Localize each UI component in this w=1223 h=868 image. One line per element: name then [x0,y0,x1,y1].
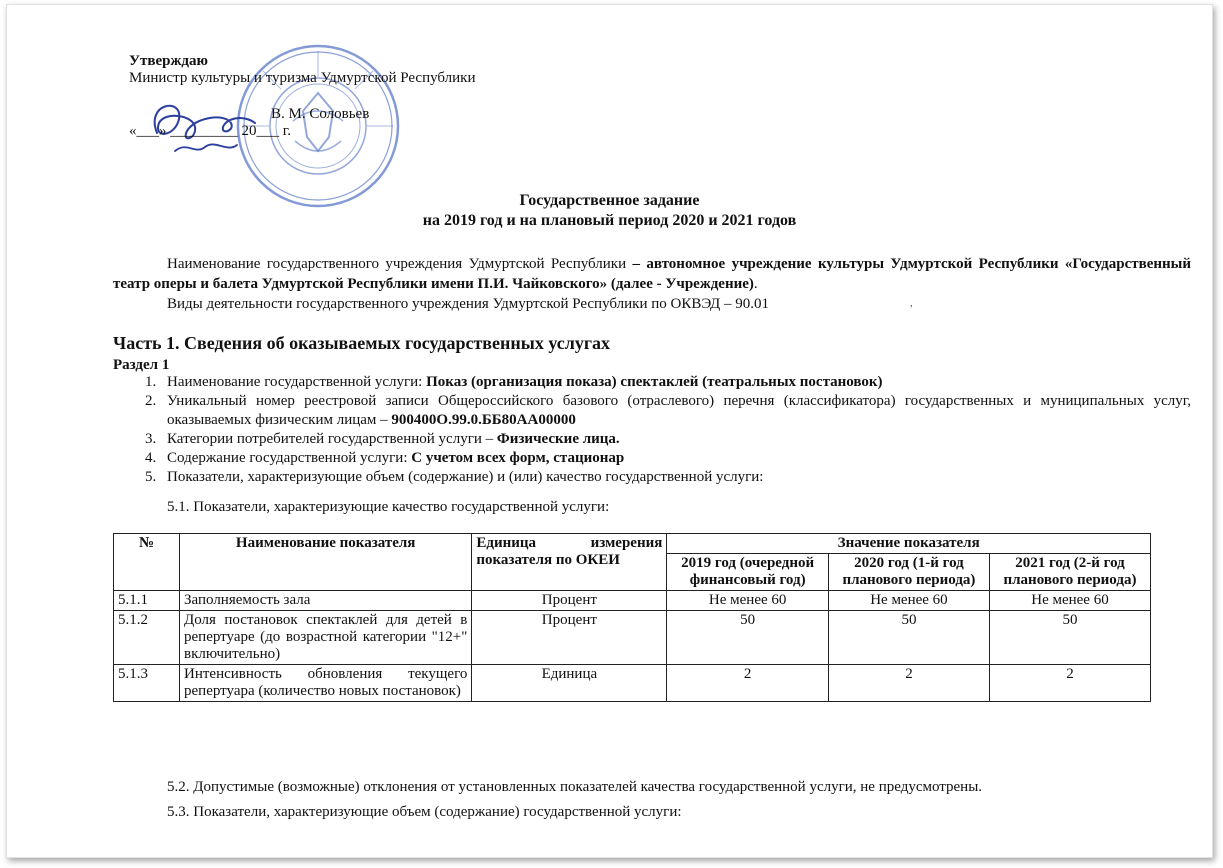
header-year-2021: 2021 год (2-й год планового периода) [989,554,1150,591]
cell-value: 2 [828,665,989,702]
list-item [113,392,1191,430]
document-title: Государственное задание [519,192,700,209]
list-item [113,468,1191,487]
quality-indicators-table [113,533,1151,702]
cell-value: 50 [667,611,829,665]
approval-name: В. М. Соловьев [271,106,370,122]
subsection-5-3: 5.3. Показатели, характеризующие объем (содержание) государственной услуги: [167,804,682,820]
document-page [6,4,1213,858]
cell-value: 2 [989,665,1150,702]
item-value: С учетом всех форм, стационар [411,450,625,466]
cell-value: Не менее 60 [989,591,1150,611]
item-number: 1. [145,374,157,390]
cell-num: 5.1.3 [114,665,180,702]
item-text: Наименование государственной услуги: [167,374,427,390]
header-year-2020: 2020 год (1-й год планового периода) [828,554,989,591]
cell-value: Не менее 60 [828,591,989,611]
item-text: Содержание государственной услуги: [167,450,412,466]
subsection-5-2: 5.2. Допустимые (возможные) отклонения от установленных показателей качества государственной услуги, не предусмотрены. [167,779,983,795]
subsection-5-1: 5.1. Показатели, характеризующие качество государственной услуги: [167,499,610,515]
cell-value: 50 [828,611,989,665]
item-number: 4. [145,450,157,466]
list-item [113,373,1191,392]
header-name: Наименование показателя [180,534,472,591]
institution-label: Наименование государственного учреждения Удмуртской Республики [167,256,627,272]
cell-unit: Процент [472,611,667,665]
table-row [114,611,1151,665]
item-value: 900400О.99.0.ББ80АА00000 [391,412,576,428]
part-heading: Часть 1. Сведения об оказываемых государственных услугах [113,333,611,353]
document-subtitle: на 2019 год и на плановый период 2020 и 2021 годов [422,212,797,229]
approval-block [129,53,476,140]
list-item [113,449,1191,468]
item-text: Уникальный номер реестровой записи Общероссийского базового (отраслевого) перечня (классификатора) государственных и муниципальных услуг, оказываемых физическим лицам – [167,393,1191,428]
cell-value: 50 [989,611,1150,665]
item-number: 5. [145,469,157,485]
item-value: Показ (организация показа) спектаклей (театральных постановок) [426,374,883,390]
cell-unit: Процент [472,591,667,611]
item-text: Показатели, характеризующие объем (содержание) и (или) качество государственной услуги: [167,469,764,485]
cell-value: Не менее 60 [667,591,829,611]
header-value: Значение показателя [667,534,1151,554]
institution-name: – автономное учреждение культуры Удмуртской Республики «Государственный театр оперы и балета Удмуртской Республики имени П.И. Чайковского» (далее - Учреждение) [113,256,1191,292]
header-year-2019: 2019 год (очередной финансовый год) [667,554,829,591]
cell-name: Заполняемость зала [180,591,472,611]
institution-period: . [753,276,758,292]
approval-heading: Утверждаю [129,53,208,69]
table-row [114,591,1151,611]
item-number: 3. [145,431,157,447]
approval-position: Министр культуры и туризма Удмуртской Республики [129,70,476,86]
table-row [114,665,1151,702]
cell-num: 5.1.1 [114,591,180,611]
item-number: 2. [145,393,157,409]
cell-name: Интенсивность обновления текущего репертуара (количество новых постановок) [180,665,472,702]
table-header-row [114,534,1151,554]
list-item [113,430,1191,449]
cell-unit: Единица [472,665,667,702]
cell-name: Доля постановок спектаклей для детей в репертуаре (до возрастной категории "12+" включительно) [180,611,472,665]
cell-value: 2 [667,665,829,702]
stray-mark: , [910,297,913,309]
header-num: № [114,534,180,591]
item-text: Категории потребителей государственной услуги – [167,431,497,447]
cell-num: 5.1.2 [114,611,180,665]
header-unit: Единица измерения показателя по ОКЕИ [472,534,667,591]
item-value: Физические лица. [496,431,620,447]
section-heading: Раздел 1 [113,357,170,373]
okved-paragraph: Виды деятельности государственного учреждения Удмуртской Республики по ОКВЭД – 90.01 [167,296,769,312]
institution-paragraph [113,254,1191,294]
approval-date: «___» _________ 20___ г. [129,123,291,139]
service-items-list [113,373,1191,487]
